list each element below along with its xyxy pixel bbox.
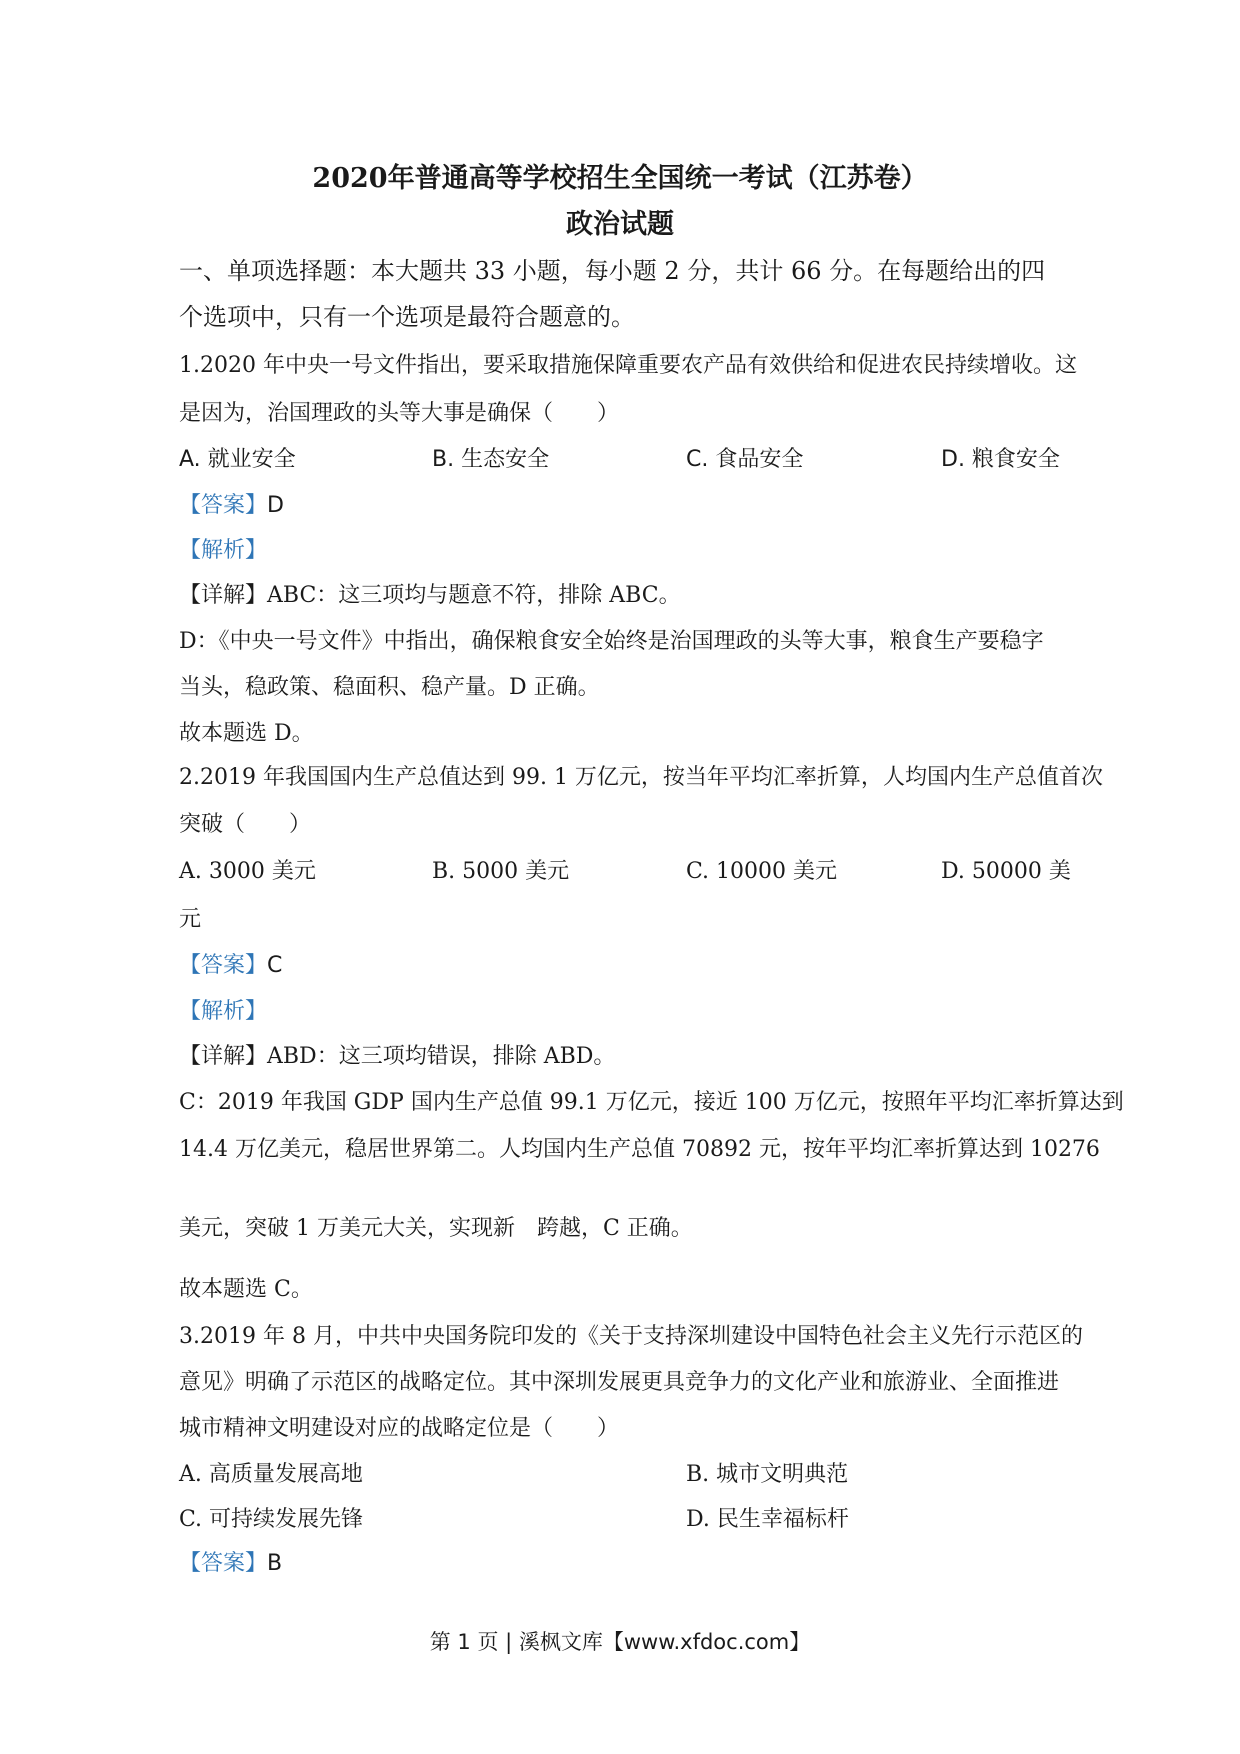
q1-option-a: A. 就业安全 [179,447,296,472]
q3-option-d: D. 民生幸福标杆 [686,1507,849,1532]
q2-analysis-label: 【解析】 [179,999,268,1024]
q2-option-d: D. 50000 美 [941,859,1071,884]
q3-answer-label: 【答案】 [179,1551,268,1576]
q2-detail-line2: C：2019 年我国 GDP 国内生产总值 99.1 万亿元，接近 100 万亿元，按照年平均汇率折算达到 [179,1090,1124,1115]
q2-answer [179,952,282,980]
q2-answer-label: 【答案】 [179,953,268,978]
q1-detail-line2: D：《中央一号文件》中指出，确保粮食安全始终是治国理政的头等大事，粮食生产要稳字 [179,629,1044,654]
q1-conclusion: 故本题选 D。 [179,721,314,746]
q1-analysis-label: 【解析】 [179,538,268,563]
q1-detail-line1: 【详解】ABC：这三项均与题意不符，排除 ABC。 [179,583,681,608]
q2-detail-line4: 美元，突破 1 万美元大关，实现新 跨越，C 正确。 [179,1216,693,1241]
q2-conclusion: 故本题选 C。 [179,1277,313,1302]
q2-detail-line1: 【详解】ABD：这三项均错误，排除 ABD。 [179,1044,616,1069]
q3-option-c: C. 可持续发展先锋 [179,1507,364,1532]
section-heading-line2: 个选项中，只有一个选项是最符合题意的。 [179,303,635,331]
q1-option-c: C. 食品安全 [686,447,804,472]
q3-answer [179,1550,282,1578]
q3-option-b: B. 城市文明典范 [686,1462,849,1487]
page-title: 2020年普通高等学校招生全国统一考试（江苏卷） [312,163,928,194]
q1-answer [179,492,284,520]
q2-stem-line1: 2.2019 年我国国内生产总值达到 99. 1 万亿元，按当年平均汇率折算，人均国内生产总值首次 [179,765,1103,790]
q2-option-c: C. 10000 美元 [686,859,838,884]
page-subtitle: 政治试题 [566,209,674,240]
q1-stem-line2: 是因为，治国理政的头等大事是确保（ ） [179,401,620,426]
q2-stem-line2: 突破（ ） [179,812,312,837]
q2-detail-line3: 14.4 万亿美元，稳居世界第二。人均国内生产总值 70892 元，按年平均汇率折算达到 10276 [179,1137,1100,1162]
q1-stem-line1: 1.2020 年中央一号文件指出，要采取措施保障重要农产品有效供给和促进农民持续增收。这 [179,353,1077,378]
q3-stem-line1: 3.2019 年 8 月，中共中央国务院印发的《关于支持深圳建设中国特色社会主义先行示范区的 [179,1324,1083,1349]
q3-stem-line3: 城市精神文明建设对应的战略定位是（ ） [179,1416,620,1441]
q2-option-a: A. 3000 美元 [179,859,316,884]
q2-answer-value: C [267,953,283,978]
q1-answer-label: 【答案】 [179,493,268,518]
q3-option-a: A. 高质量发展高地 [179,1462,363,1487]
page-footer: 第 1 页 | 溪枫文库【www.xfdoc.com】 [429,1630,811,1654]
q2-option-b: B. 5000 美元 [432,859,570,884]
q1-option-d: D. 粮食安全 [941,447,1060,472]
q3-stem-line2: 意见》明确了示范区的战略定位。其中深圳发展更具竞争力的文化产业和旅游业、全面推进 [179,1370,1060,1395]
q1-detail-line3: 当头，稳政策、稳面积、稳产量。D 正确。 [179,675,600,700]
q1-option-b: B. 生态安全 [432,447,550,472]
section-heading-line1: 一、单项选择题：本大题共 33 小题，每小题 2 分，共计 66 分。在每题给出的四 [179,257,1046,285]
q1-answer-value: D [267,493,284,518]
q3-answer-value: B [267,1551,283,1576]
q2-option-d-wrap: 元 [179,907,202,932]
